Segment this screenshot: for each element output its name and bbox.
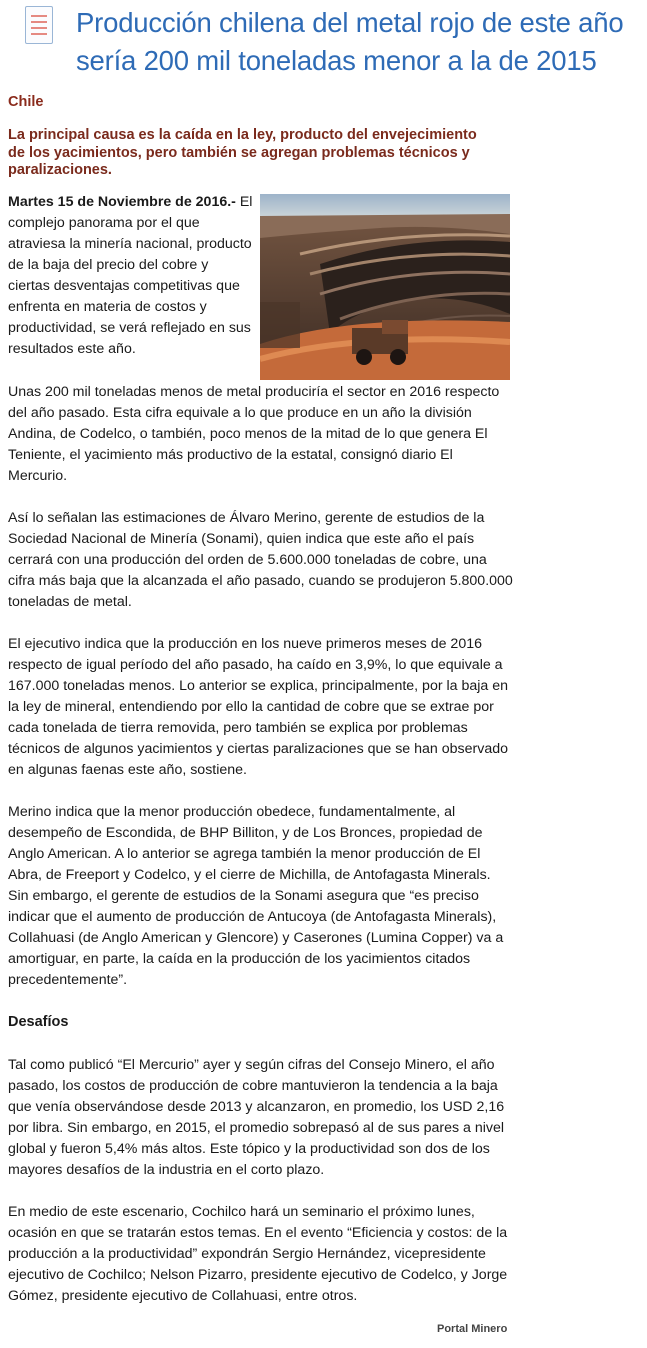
page-title: Producción chilena del metal rojo de este año sería 200 mil toneladas menor a la de 2015 — [76, 7, 624, 76]
section-subheading: Desafíos — [8, 1014, 69, 1030]
section-label: Chile — [8, 94, 44, 110]
article-paragraph-1-text: El complejo panorama por el que atraviesa la minería nacional, producto de la baja del precio del cobre y ciertas desventajas competitivas que enfrenta en materia de costos y productividad, se verá reflejado en sus resultados este año. — [8, 194, 253, 357]
article-dateline: Martes 15 de Noviembre de 2016.- — [8, 194, 236, 210]
article-lead: La principal causa es la caída en la ley, producto del envejecimiento de los yacimientos, pero también se agregan problemas técnicos y paralizaciones. — [8, 127, 477, 178]
document-icon — [25, 6, 53, 44]
article-paragraph-7: En medio de este escenario, Cochilco hará un seminario el próximo lunes, ocasión en que se tratarán estos temas. En el evento “Eficiencia y costos: de la producción a la productividad” expondrán Sergio Hernández, vicepresidente ejecutivo de Cochilco; Nelson Pizarro, presidente ejecutivo de Codelco, y Jorge Gómez, presidente ejecutivo de Collahuasi, entre otros. — [8, 1204, 508, 1304]
article-paragraph-3: Así lo señalan las estimaciones de Álvaro Merino, gerente de estudios de la Sociedad Nacional de Minería (Sonami), quien indica que este año el país cerrará con una producción del orden de 5.600.000 toneladas de cobre, una cifra más baja que la alcanzada el año pasado, cuando se produjeron 5.800.000 toneladas de metal. — [8, 510, 513, 610]
article-paragraph-1 — [8, 192, 254, 360]
article-paragraph-2: Unas 200 mil toneladas menos de metal produciría el sector en 2016 respecto del año pasado. Esta cifra equivale a lo que produce en un año la división Andina, de Codelco, o también, poco menos de la mitad de lo que genera El Teniente, el yacimiento más productivo de la estatal, consignó diario El Mercurio. — [8, 384, 500, 484]
article-paragraph-4: El ejecutivo indica que la producción en los nueve primeros meses de 2016 respecto de igual período del año pasado, ha caído en 3,9%, lo que equivale a 167.000 toneladas menos. Lo anterior se explica, principalmente, por la baja en la ley de mineral, entendiendo por ello la cantidad de cobre que se extrae por cada tonelada de tierra removida, pero también se explica por problemas técnicos de algunos yacimientos y ciertas paralizaciones que se han observado en algunas faenas este año, sostiene. — [8, 636, 509, 778]
article-source: Portal Minero — [437, 1323, 508, 1335]
article-paragraph-5: Merino indica que la menor producción obedece, fundamentalmente, al desempeño de Escondida, de BHP Billiton, y de Los Bronces, propiedad de Anglo American. A lo anterior se agrega también la menor producción de El Abra, de Freeport y Codelco, y el cierre de Michilla, de Antofagasta Minerals. Sin embargo, el gerente de estudios de la Sonami asegura que “es preciso indicar que el aumento de producción de Antucoya (de Antofagasta Minerals), Collahuasi (de Anglo American y Glencore) y Caserones (Lumina Copper) va a amortiguar, en parte, la caída en la producción de los yacimientos citados precedentemente”. — [8, 804, 504, 988]
article-paragraph-6: Tal como publicó “El Mercurio” ayer y según cifras del Consejo Minero, el año pasado, los costos de producción de cobre mantuvieron la tendencia a la baja que venía observándose desde 2013 y alcanzaron, en promedio, los USD 2,16 por libra. Sin embargo, en 2015, el promedio sobrepasó al de sus pares a nivel global y fueron 5,4% más altos. Este tópico y la productividad son dos de los mayores desafíos de la industria en el corto plazo. — [8, 1057, 505, 1178]
mine-photo — [260, 194, 510, 380]
article-header — [0, 0, 647, 88]
